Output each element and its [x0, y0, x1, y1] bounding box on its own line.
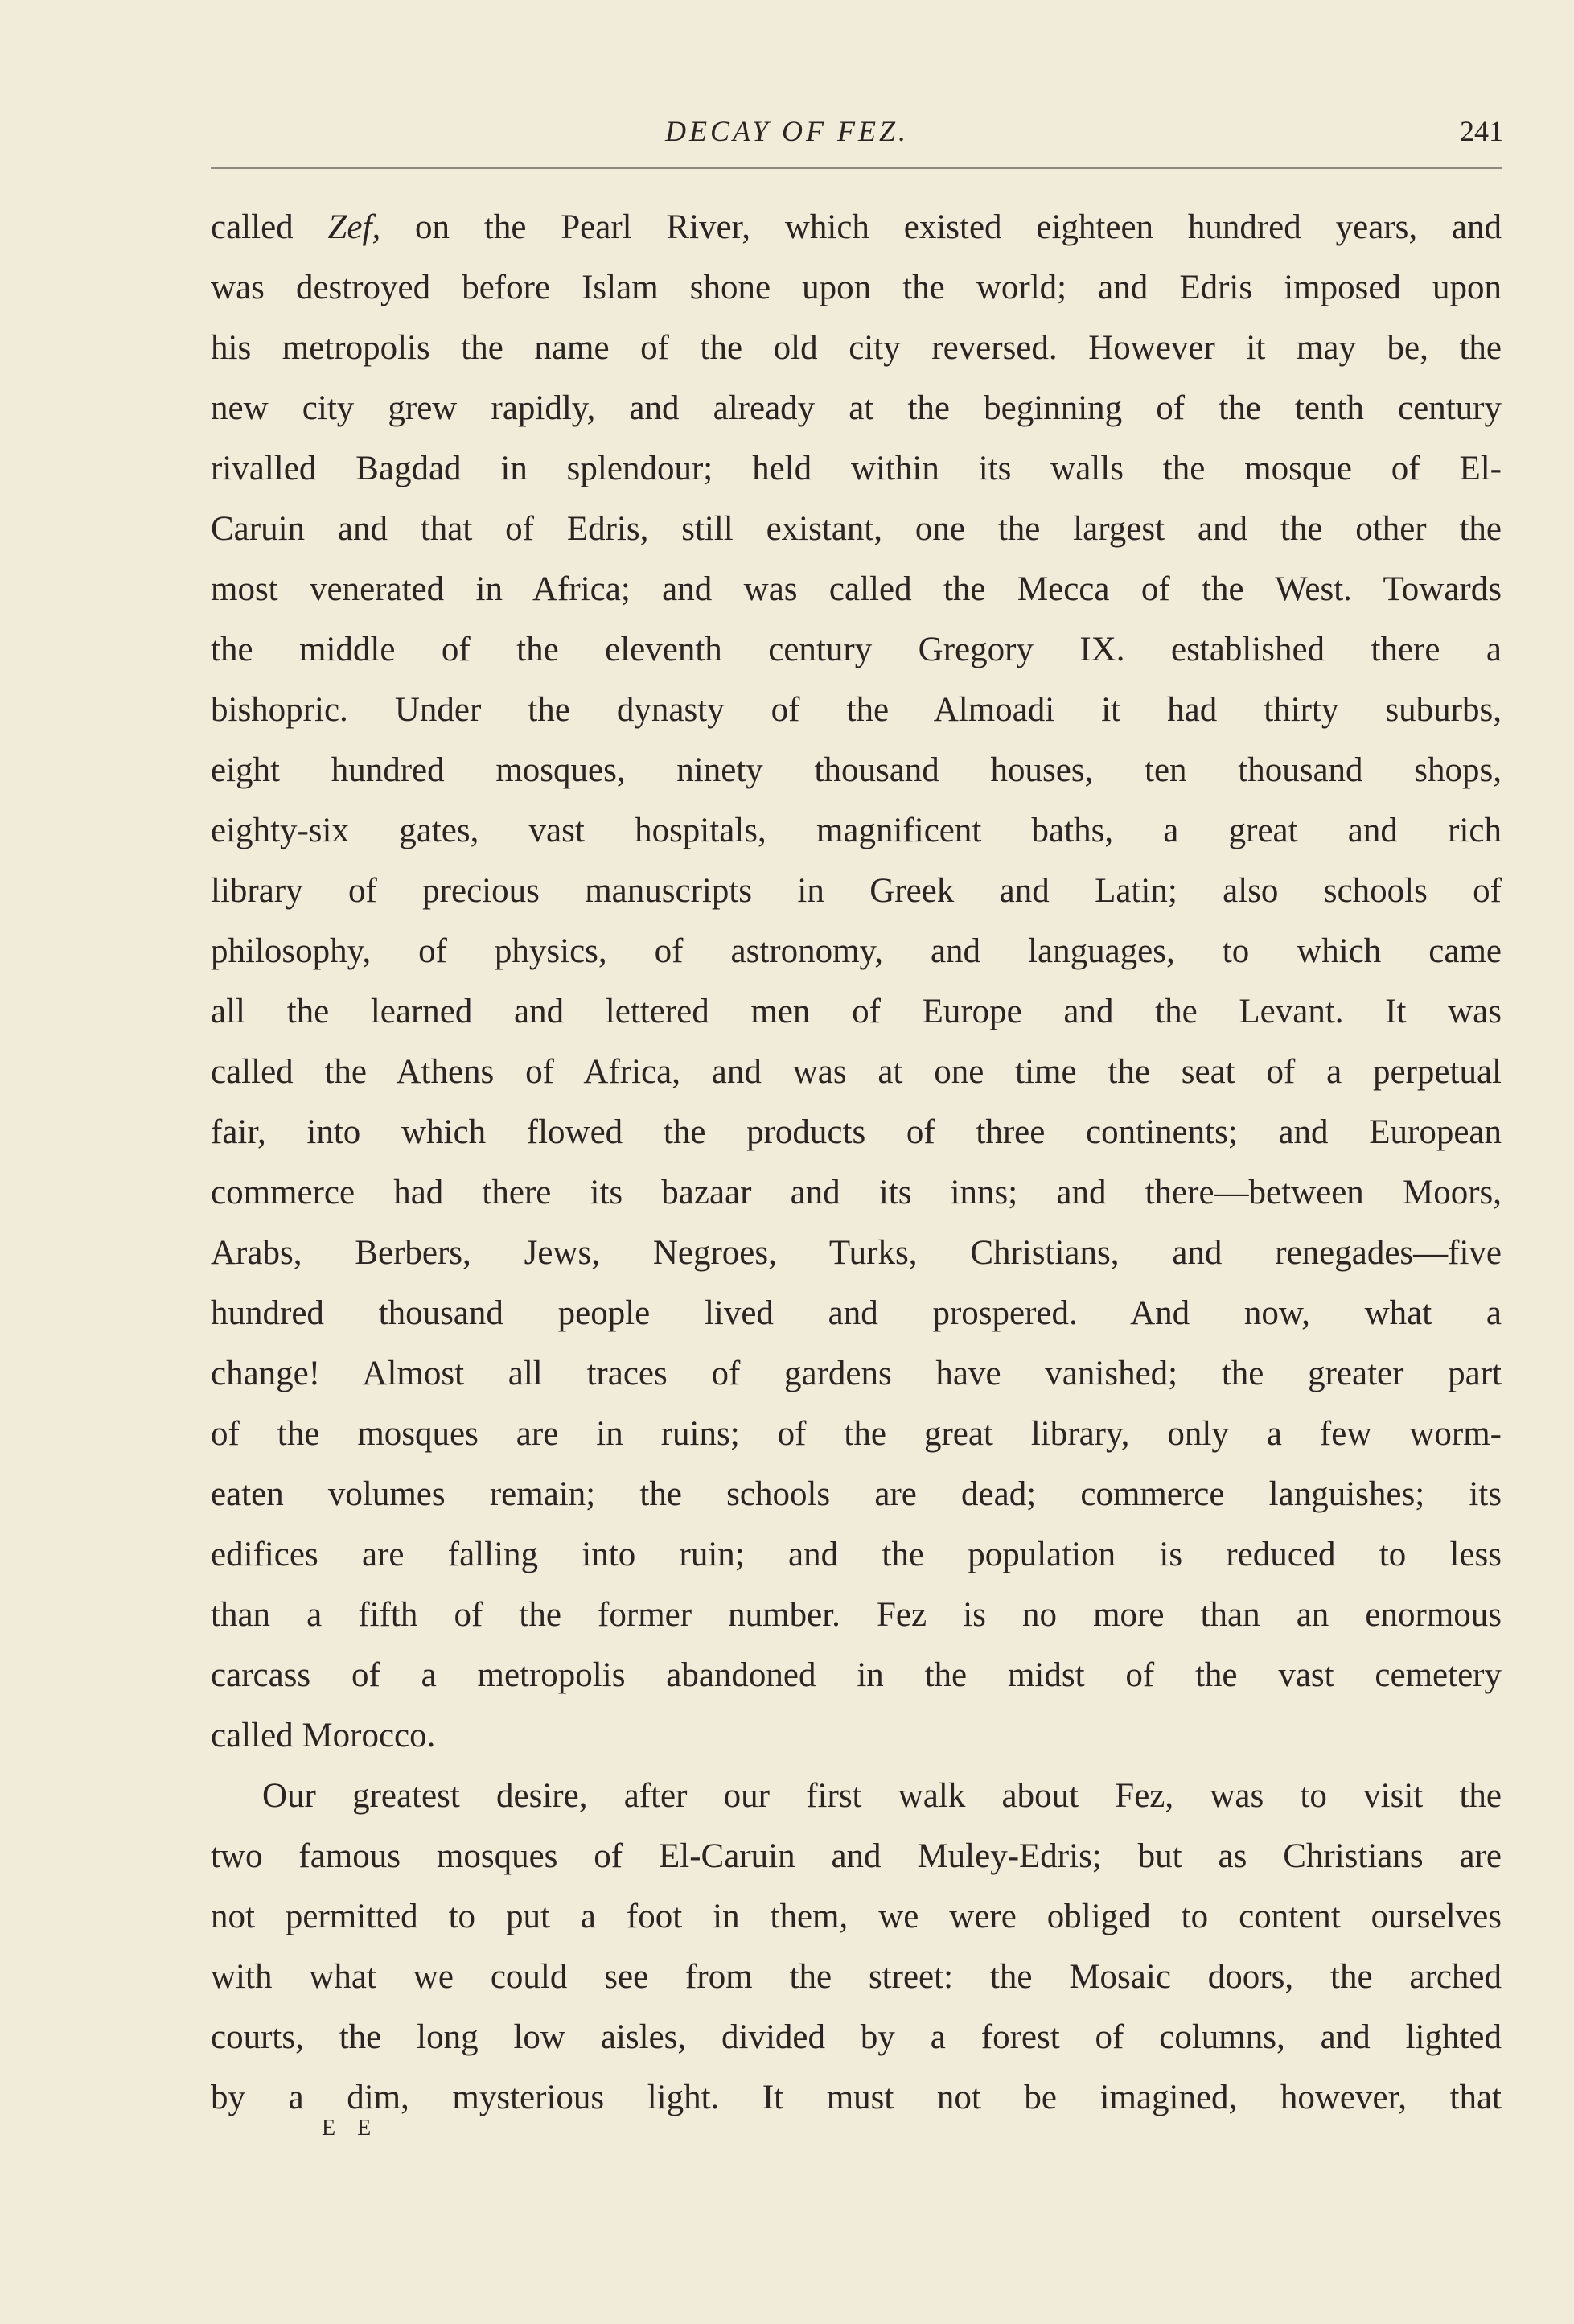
text-line [211, 197, 1502, 257]
text-line: change! Almost all traces of gardens have vanished; the greater part [211, 1355, 1502, 1392]
signature-mark: E E [322, 2116, 380, 2141]
text-line: carcass of a metropolis abandoned in the midst of the vast cemetery [211, 1656, 1502, 1694]
italic-word: Zef, [327, 208, 381, 246]
text-line: edifices are falling into ruin; and the population is reduced to less [211, 1536, 1502, 1573]
text-line: with what we could see from the street: the Mosaic doors, the arched [211, 1958, 1502, 1996]
text-line: all the learned and lettered men of Europe and the Levant. It was [211, 993, 1502, 1030]
text-line: was destroyed before Islam shone upon the world; and Edris imposed upon [211, 269, 1502, 306]
text-fragment: on the Pearl River, which existed eighteen hundred years, and [380, 208, 1502, 246]
text-line: Arabs, Berbers, Jews, Negroes, Turks, Christians, and renegades—five [211, 1234, 1502, 1272]
text-line: two famous mosques of El-Caruin and Muley-Edris; but as Christians are [211, 1837, 1502, 1875]
text-line: the middle of the eleventh century Gregory IX. established there a [211, 631, 1502, 668]
text-line: called Morocco. [211, 1717, 436, 1754]
text-line: by a dim, mysterious light. It must not be imagined, however, that [211, 2079, 1502, 2116]
text-fragment: called [211, 208, 328, 246]
text-line: his metropolis the name of the old city reversed. However it may be, the [211, 329, 1502, 367]
text-line: fair, into which flowed the products of three continents; and European [211, 1113, 1502, 1151]
text-line: library of precious manuscripts in Greek and Latin; also schools of [211, 872, 1502, 910]
text-line: courts, the long low aisles, divided by a forest of columns, and lighted [211, 2018, 1502, 2056]
text-line: philosophy, of physics, of astronomy, and languages, to which came [211, 932, 1502, 970]
page-number: 241 [1460, 115, 1503, 147]
text-line: Our greatest desire, after our first walk about Fez, was to visit the [262, 1777, 1502, 1815]
text-line: eighty-six gates, vast hospitals, magnificent baths, a great and rich [211, 812, 1502, 849]
text-line: called the Athens of Africa, and was at one time the seat of a perpetual [211, 1053, 1502, 1091]
text-line: than a fifth of the former number. Fez is no more than an enormous [211, 1596, 1502, 1634]
text-line: new city grew rapidly, and already at the beginning of the tenth century [211, 389, 1502, 427]
text-line: rivalled Bagdad in splendour; held within its walls the mosque of El- [211, 450, 1502, 487]
running-title: DECAY OF FEZ. [664, 115, 909, 147]
text-line: commerce had there its bazaar and its inns; and there—between Moors, [211, 1174, 1502, 1211]
text-line: eaten volumes remain; the schools are dead; commerce languishes; its [211, 1475, 1502, 1513]
running-head [0, 111, 1574, 151]
text-line: eight hundred mosques, ninety thousand houses, ten thousand shops, [211, 751, 1502, 789]
text-line: bishopric. Under the dynasty of the Almoadi it had thirty suburbs, [211, 691, 1502, 729]
text-line: most venerated in Africa; and was called the Mecca of the West. Towards [211, 570, 1502, 608]
text-line: hundred thousand people lived and prospered. And now, what a [211, 1294, 1502, 1332]
text-line: not permitted to put a foot in them, we were obliged to content ourselves [211, 1898, 1502, 1935]
body-text [211, 197, 1502, 2128]
header-rule [211, 167, 1502, 169]
text-line: Caruin and that of Edris, still existant, one the largest and the other the [211, 510, 1502, 548]
text-line: of the mosques are in ruins; of the great library, only a few worm- [211, 1415, 1502, 1453]
